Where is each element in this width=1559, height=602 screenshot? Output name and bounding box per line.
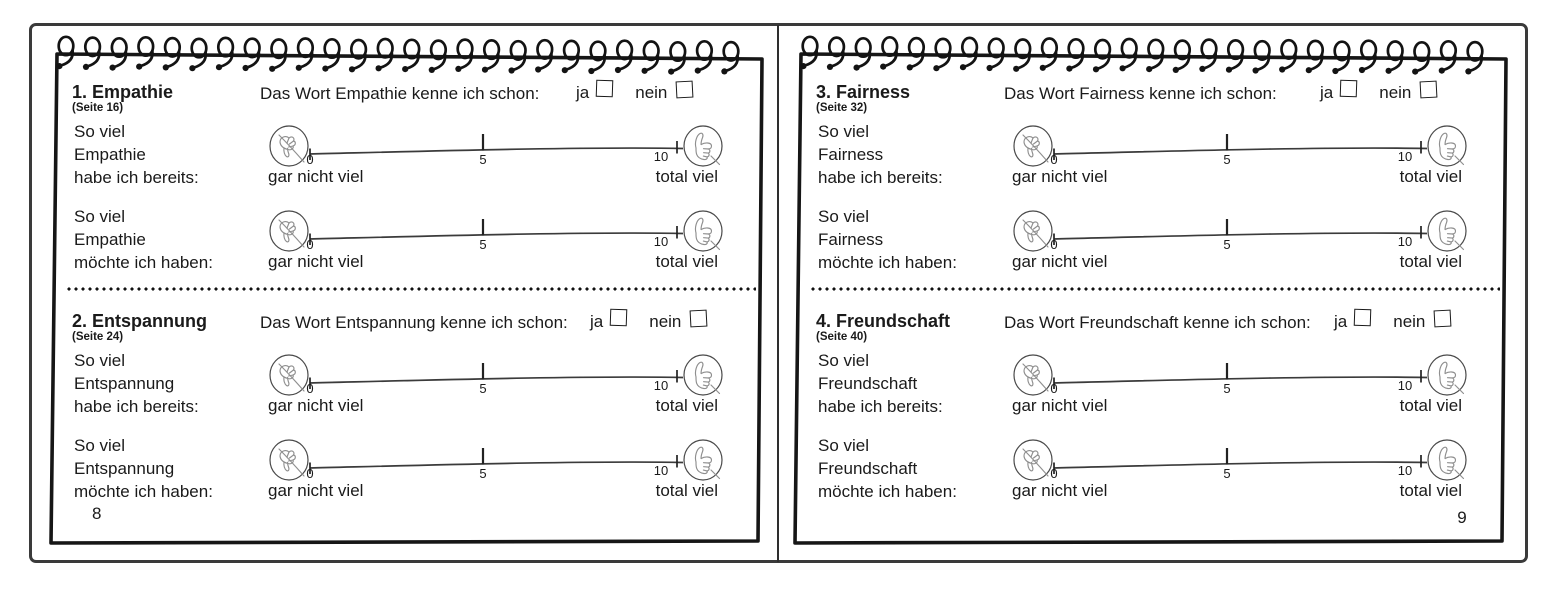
ja-label: ja <box>1320 83 1334 102</box>
tick-label-10: 10 <box>653 378 669 393</box>
prompt-line-3: habe ich bereits: <box>818 397 943 416</box>
tick-label-0: 0 <box>306 152 314 167</box>
prompt-line-3: möchte ich haben: <box>818 253 957 272</box>
word-known-question: Das Wort Entspannung kenne ich schon: <box>260 313 568 332</box>
anchor-right-label: total viel <box>655 481 718 500</box>
tick-label-5: 5 <box>1223 237 1231 252</box>
prompt-line-3: möchte ich haben: <box>818 482 957 501</box>
scale-row-have <box>792 122 1512 207</box>
section-freundschaft <box>792 267 1512 517</box>
section-empathie <box>48 38 768 288</box>
prompt-line-2: Empathie <box>74 230 146 249</box>
anchor-right-label: total viel <box>1399 481 1462 500</box>
section-title: 3. Fairness <box>816 82 911 102</box>
ja-label: ja <box>1334 312 1348 331</box>
workbook-page-9 <box>792 38 1512 550</box>
thumbs-up-icon <box>684 440 722 480</box>
nein-label: nein <box>1393 312 1426 331</box>
section-page-ref: (Seite 40) <box>816 331 868 343</box>
panel-divider <box>777 25 779 562</box>
prompt-line-1: So viel <box>74 351 126 370</box>
word-known-question: Das Wort Freundschaft kenne ich schon: <box>1004 313 1311 332</box>
yes-no-group <box>576 80 693 103</box>
tick-label-0: 0 <box>1050 152 1058 167</box>
yes-no-group <box>1334 309 1451 332</box>
prompt-line-1: So viel <box>74 207 126 226</box>
nein-label: nein <box>1379 83 1412 102</box>
anchor-left-label: gar nicht viel <box>268 167 364 186</box>
thumbs-up-icon <box>1428 211 1466 251</box>
yes-no-group <box>590 309 707 332</box>
tick-label-5: 5 <box>479 466 487 481</box>
thumbs-up-icon <box>684 126 722 166</box>
scale-row-want <box>792 436 1512 521</box>
tick-label-0: 0 <box>306 466 314 481</box>
anchor-right-label: total viel <box>1399 252 1462 271</box>
scale-prompt <box>74 205 213 274</box>
scale-row-want <box>48 436 768 521</box>
anchor-right-label: total viel <box>655 396 718 415</box>
tick-label-0: 0 <box>1050 381 1058 396</box>
scale-prompt <box>818 434 957 503</box>
anchor-left-label: gar nicht viel <box>1012 396 1108 415</box>
section-page-ref: (Seite 32) <box>816 102 868 114</box>
scale-row-have <box>48 122 768 207</box>
section-page-ref: (Seite 16) <box>72 102 124 114</box>
anchor-left-label: gar nicht viel <box>268 396 364 415</box>
prompt-line-2: Fairness <box>818 145 884 164</box>
tick-label-10: 10 <box>1397 149 1413 164</box>
thumbs-up-icon <box>684 355 722 395</box>
prompt-line-3: möchte ich haben: <box>74 482 213 501</box>
word-known-question: Das Wort Empathie kenne ich schon: <box>260 84 540 103</box>
tick-label-0: 0 <box>306 237 314 252</box>
tick-label-10: 10 <box>653 463 669 478</box>
nein-checkbox[interactable] <box>676 81 694 99</box>
ja-checkbox[interactable] <box>596 80 614 98</box>
prompt-line-1: So viel <box>818 122 870 141</box>
yes-no-group <box>1320 80 1437 103</box>
tick-label-0: 0 <box>1050 466 1058 481</box>
ja-checkbox[interactable] <box>1354 309 1372 327</box>
tick-label-5: 5 <box>1223 152 1231 167</box>
ja-checkbox[interactable] <box>610 309 628 327</box>
prompt-line-3: habe ich bereits: <box>74 168 199 187</box>
workbook-page-8 <box>48 38 768 550</box>
prompt-line-1: So viel <box>74 436 126 455</box>
anchor-left-label: gar nicht viel <box>268 252 364 271</box>
prompt-line-1: So viel <box>818 207 870 226</box>
nein-label: nein <box>649 312 682 331</box>
thumbs-up-icon <box>1428 440 1466 480</box>
page-number: 8 <box>92 504 102 523</box>
scale-prompt <box>74 349 199 418</box>
prompt-line-2: Empathie <box>74 145 146 164</box>
tick-label-0: 0 <box>306 381 314 396</box>
scale-row-have <box>792 351 1512 436</box>
ja-checkbox[interactable] <box>1340 80 1358 98</box>
prompt-line-1: So viel <box>818 351 870 370</box>
prompt-line-2: Entspannung <box>74 374 175 393</box>
anchor-right-label: total viel <box>1399 396 1462 415</box>
prompt-line-1: So viel <box>74 122 126 141</box>
scale-prompt <box>818 349 943 418</box>
tick-label-5: 5 <box>479 152 487 167</box>
nein-checkbox[interactable] <box>1420 81 1438 99</box>
anchor-right-label: total viel <box>655 252 718 271</box>
anchor-left-label: gar nicht viel <box>1012 481 1108 500</box>
anchor-right-label: total viel <box>1399 167 1462 186</box>
prompt-line-1: So viel <box>818 436 870 455</box>
tick-label-10: 10 <box>1397 378 1413 393</box>
prompt-line-2: Entspannung <box>74 459 175 478</box>
section-title: 1. Empathie <box>72 82 174 102</box>
anchor-right-label: total viel <box>655 167 718 186</box>
section-page-ref: (Seite 24) <box>72 331 124 343</box>
anchor-left-label: gar nicht viel <box>1012 167 1108 186</box>
page-number: 9 <box>1457 508 1467 527</box>
scale-prompt <box>818 120 943 189</box>
tick-label-5: 5 <box>1223 381 1231 396</box>
tick-label-5: 5 <box>479 381 487 396</box>
prompt-line-3: möchte ich haben: <box>74 253 213 272</box>
scale-prompt <box>74 120 199 189</box>
prompt-line-3: habe ich bereits: <box>818 168 943 187</box>
section-title: 4. Freundschaft <box>816 311 951 331</box>
prompt-line-3: habe ich bereits: <box>74 397 199 416</box>
section-entspannung <box>48 267 768 517</box>
anchor-left-label: gar nicht viel <box>268 481 364 500</box>
prompt-line-2: Fairness <box>818 230 884 249</box>
thumbs-up-icon <box>1428 126 1466 166</box>
ja-label: ja <box>590 312 604 331</box>
nein-label: nein <box>635 83 668 102</box>
tick-label-10: 10 <box>1397 463 1413 478</box>
tick-label-10: 10 <box>653 234 669 249</box>
tick-label-5: 5 <box>479 237 487 252</box>
section-fairness <box>792 38 1512 288</box>
scale-row-have <box>48 351 768 436</box>
anchor-left-label: gar nicht viel <box>1012 252 1108 271</box>
prompt-line-2: Freundschaft <box>818 459 918 478</box>
tick-label-5: 5 <box>1223 466 1231 481</box>
scale-prompt <box>74 434 213 503</box>
section-title: 2. Entspannung <box>72 311 207 331</box>
nein-checkbox[interactable] <box>1434 310 1452 328</box>
nein-checkbox[interactable] <box>690 310 708 328</box>
ja-label: ja <box>576 83 590 102</box>
tick-label-10: 10 <box>1397 234 1413 249</box>
scale-prompt <box>818 205 957 274</box>
thumbs-up-icon <box>684 211 722 251</box>
tick-label-10: 10 <box>653 149 669 164</box>
word-known-question: Das Wort Fairness kenne ich schon: <box>1004 84 1277 103</box>
tick-label-0: 0 <box>1050 237 1058 252</box>
thumbs-up-icon <box>1428 355 1466 395</box>
prompt-line-2: Freundschaft <box>818 374 918 393</box>
